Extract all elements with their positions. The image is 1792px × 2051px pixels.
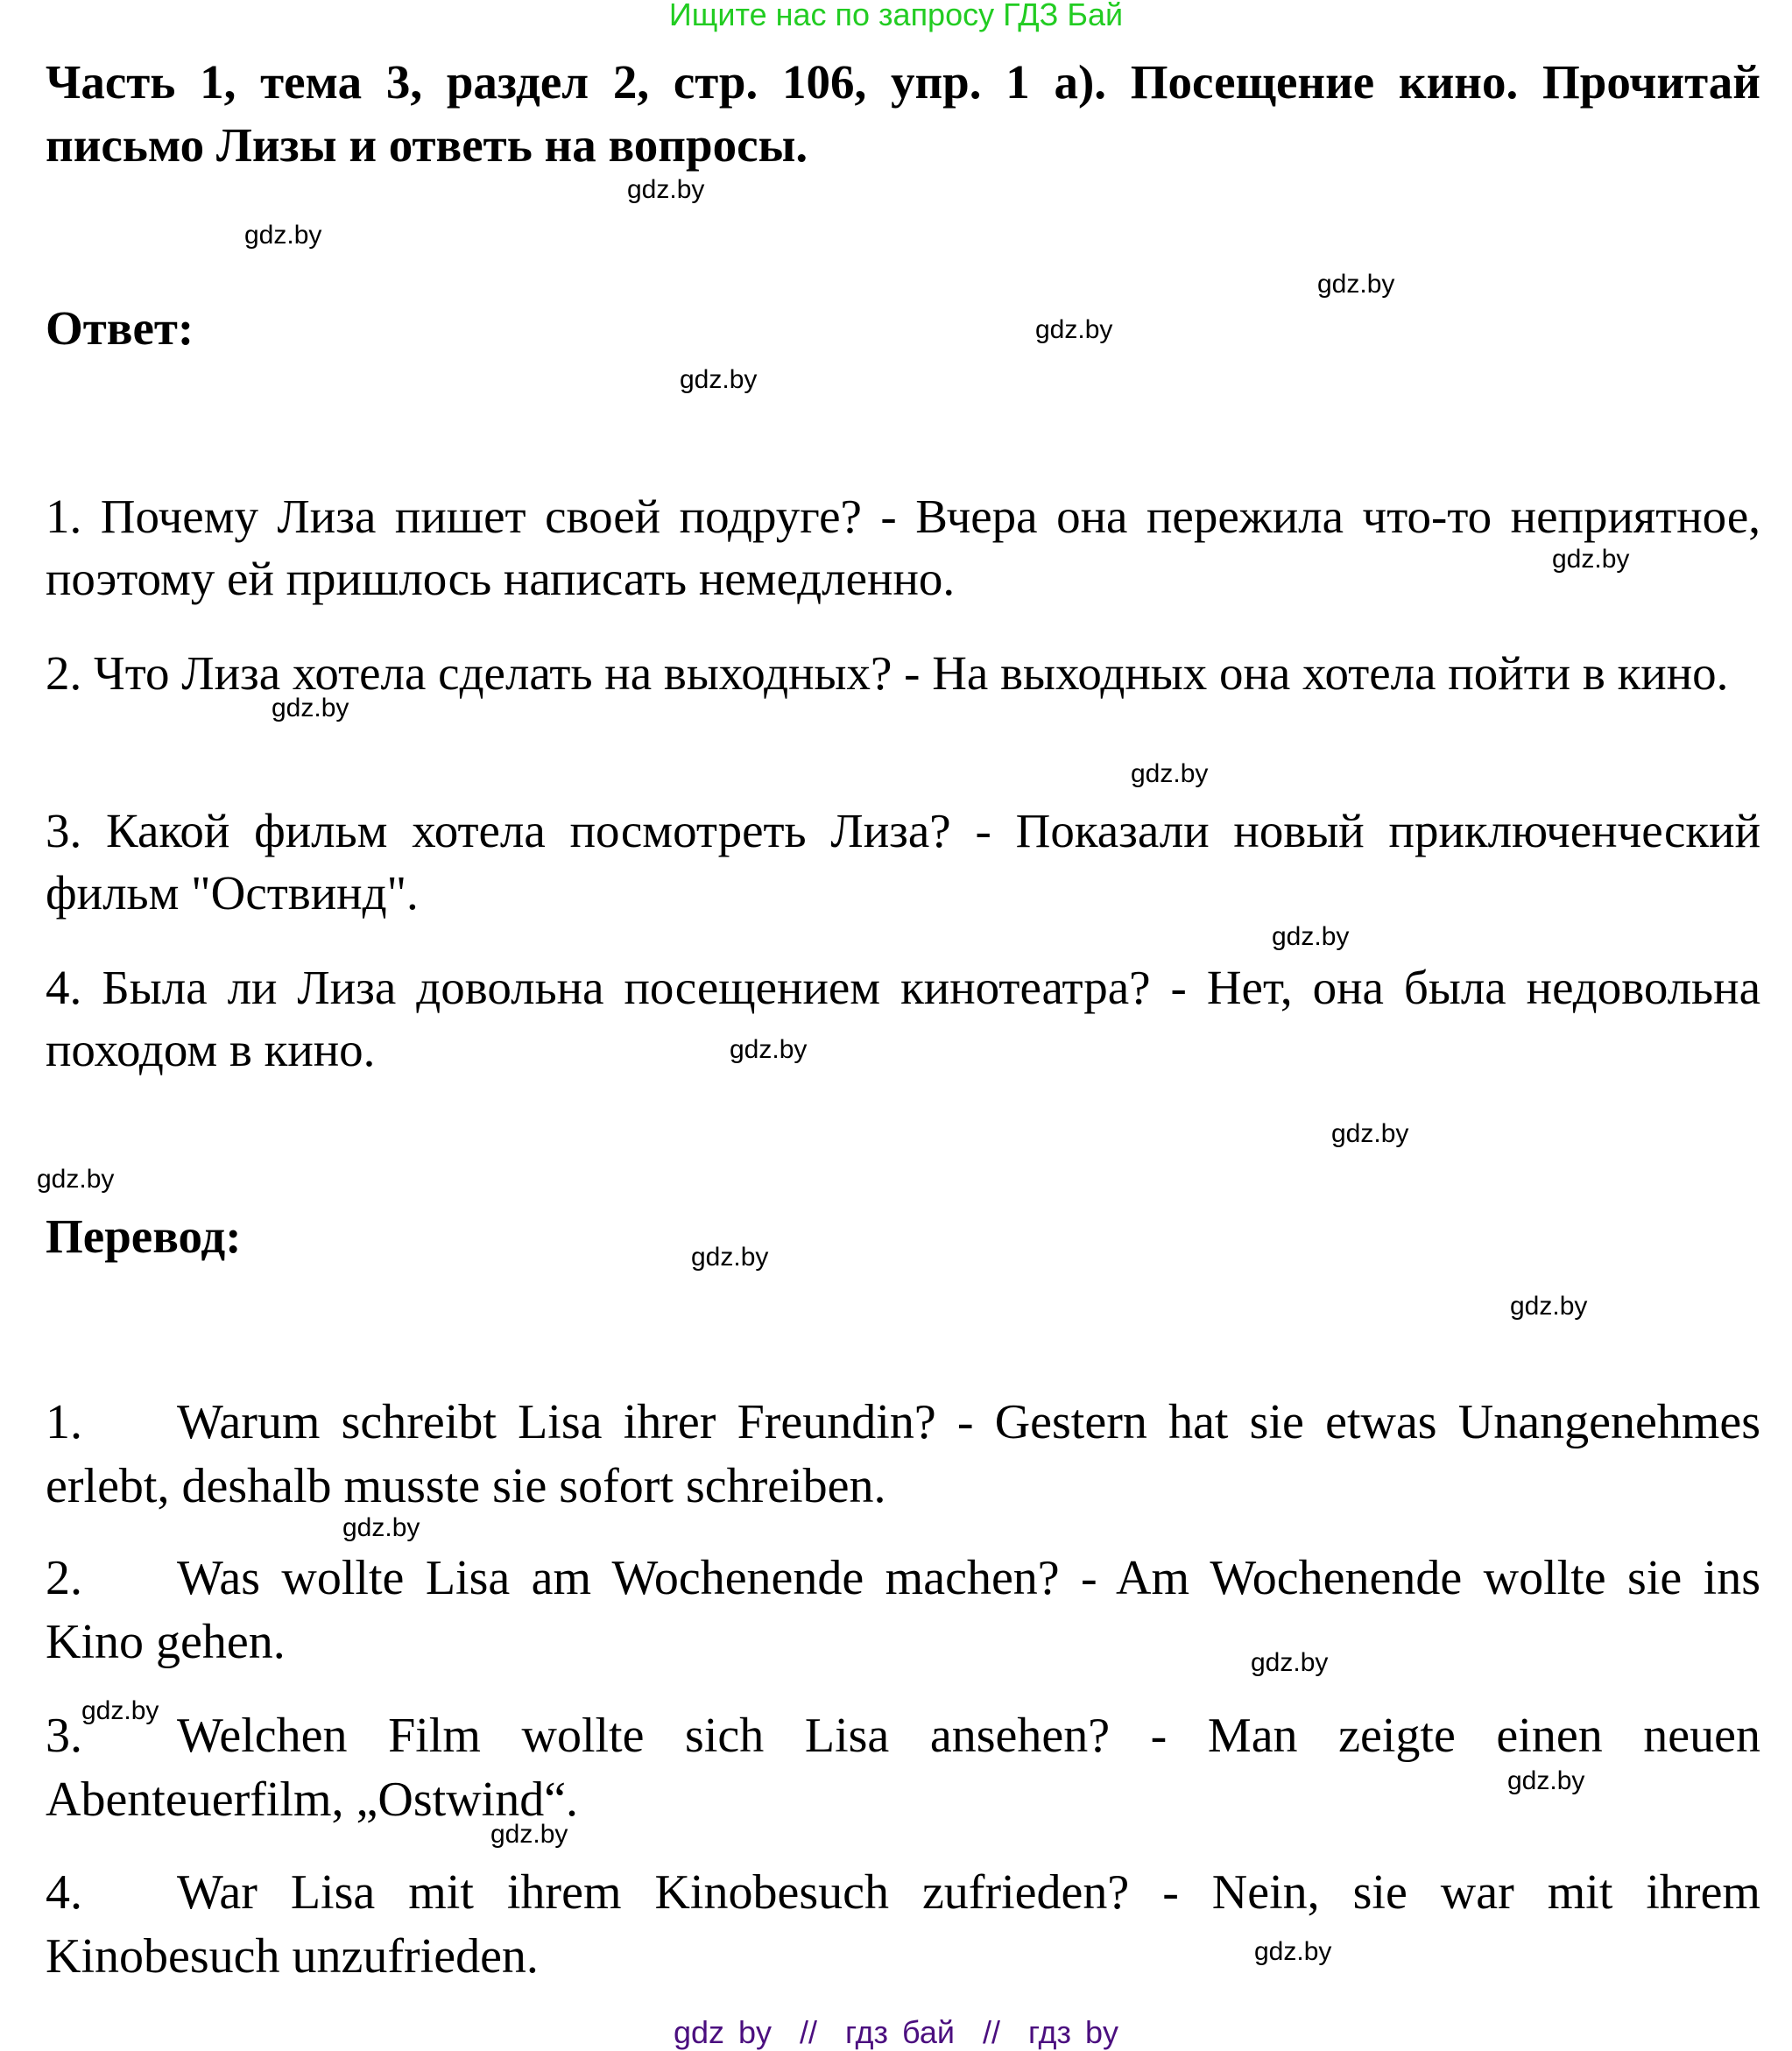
translation-heading: Перевод:: [46, 1209, 242, 1263]
watermark: gdz.by: [1317, 270, 1395, 299]
answer-item: 1. Почему Лиза пишет своей подруге? - Вчера она пережила что-то неприятное, поэтому ей пришлось написать немедленно.: [46, 490, 1760, 605]
watermark: gdz.by: [1507, 1766, 1585, 1795]
answer-item: 3. Какой фильм хотела посмотреть Лиза? - Показали новый приключенческий фильм "Оствинд".: [46, 804, 1760, 920]
watermark: gdz.by: [680, 365, 758, 394]
watermark: gdz.by: [1254, 1937, 1332, 1966]
watermark: gdz.by: [1552, 545, 1630, 574]
watermark: gdz.by: [244, 221, 322, 250]
watermark: gdz.by: [490, 1820, 568, 1849]
item-text: War Lisa mit ihrem Kinobesuch zufrieden? - Nein, sie war mit ihrem Kinobesuch unzufrieden.: [46, 1865, 1760, 1984]
item-text: Welchen Film wollte sich Lisa ansehen? - Man zeigte einen neuen Abenteuerfilm, „Ostwind“.: [46, 1709, 1760, 1827]
watermark: gdz.by: [730, 1035, 808, 1064]
watermark: gdz.by: [342, 1513, 420, 1542]
item-text: Was wollte Lisa am Wochenende machen? - Am Wochenende wollte sie ins Kino gehen.: [46, 1551, 1760, 1669]
footer-links: gdz by // гдз бай // гдз by: [673, 2014, 1119, 2050]
watermark: gdz.by: [272, 694, 349, 722]
item-number: 4.: [46, 1865, 82, 1920]
page-title: Часть 1, тема 3, раздел 2, стр. 106, упр. 1 а). Посещение кино. Прочитай письмо Лизы и ответь на вопросы.: [46, 55, 1760, 172]
answer-item: 2. Что Лиза хотела сделать на выходных? - На выходных она хотела пойти в кино.: [46, 646, 1729, 700]
search-banner: Ищите нас по запросу ГДЗ Бай: [668, 0, 1124, 32]
item-number: 3.: [46, 1709, 82, 1763]
translation-item: [46, 1547, 1760, 1674]
watermark: gdz.by: [1251, 1648, 1329, 1677]
item-number: 2.: [46, 1551, 82, 1605]
watermark: gdz.by: [1035, 315, 1113, 344]
watermark: gdz.by: [1331, 1119, 1409, 1148]
translation-item: [46, 1391, 1760, 1519]
watermark: gdz.by: [1510, 1292, 1588, 1321]
item-number: 1.: [46, 1395, 82, 1449]
answer-item: 4. Была ли Лиза довольна посещением кинотеатра? - Нет, она была недовольна походом в кино.: [46, 961, 1760, 1076]
answer-heading: Ответ:: [46, 301, 194, 355]
translation-item: [46, 1861, 1760, 1989]
watermark: gdz.by: [691, 1243, 769, 1272]
translation-item: [46, 1704, 1760, 1832]
watermark: gdz.by: [1272, 922, 1350, 951]
watermark: gdz.by: [1131, 759, 1209, 788]
watermark: gdz.by: [37, 1165, 115, 1194]
item-text: Warum schreibt Lisa ihrer Freundin? - Gestern hat sie etwas Unangenehmes erlebt, deshalb musste sie sofort schreiben.: [46, 1395, 1760, 1513]
watermark: gdz.by: [81, 1696, 159, 1725]
watermark: gdz.by: [627, 175, 705, 204]
